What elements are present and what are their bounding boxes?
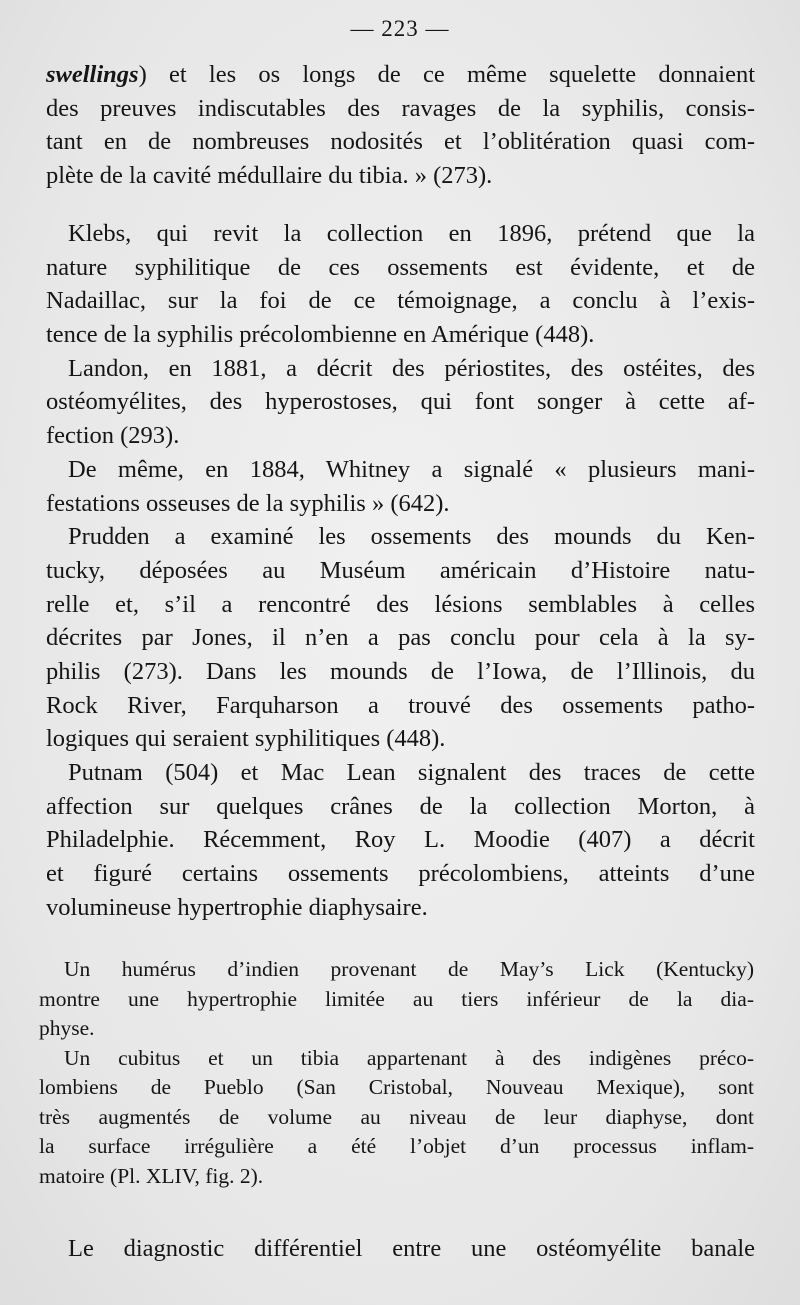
text-line: Un humérus d’indien provenant de May’s Lick (Kentucky) (64, 957, 754, 981)
text-line: De même, en 1884, Whitney a signalé « plusieurs mani- (68, 455, 755, 483)
text-line: logiques qui seraient syphilitiques (448). (46, 725, 446, 753)
page-number: — 223 — (350, 16, 450, 41)
text-line: Landon, en 1881, a décrit des périostites, des ostéites, des (68, 354, 755, 382)
paragraph-quote-end (46, 58, 755, 193)
text-line: Klebs, qui revit la collection en 1896, prétend que la (68, 220, 755, 247)
text-line: ostéomyélites, des hyperostoses, qui font songer à cette af- (46, 388, 755, 416)
paragraph-group-main (46, 217, 755, 924)
text-line: plète de la cavité médullaire du tibia. » (273). (46, 162, 493, 190)
text-line: des preuves indiscutables des ravages de la syphilis, consis- (46, 94, 755, 122)
text-line: fection (293). (46, 422, 180, 450)
text-line: montre une hypertrophie limitée au tiers inférieur de la dia- (39, 986, 754, 1011)
text-line (46, 58, 755, 92)
text-line: relle et, s’il a rencontré des lésions semblables à celles (46, 590, 755, 618)
text-fragment: ) et les os longs de ce même squelette donnaient (138, 61, 755, 88)
text-line: lombiens de Pueblo (San Cristobal, Nouveau Mexique), sont (39, 1075, 754, 1099)
specimen-notes (39, 955, 754, 1191)
text-line: volumineuse hypertrophie diaphysaire. (46, 893, 428, 921)
text-line: tucky, déposées au Muséum américain d’Histoire natu- (46, 556, 755, 584)
italic-word: swellings (46, 61, 139, 88)
text-line: affection sur quelques crânes de la collection Morton, à (46, 792, 755, 820)
paragraph-diagnostic (46, 1232, 755, 1266)
text-line: et figuré certains ossements précolombiens, atteints d’une (46, 860, 755, 888)
text-line: tence de la syphilis précolombienne en Amérique (448). (46, 321, 595, 349)
text-line: Rock River, Farquharson a trouvé des ossements patho- (46, 691, 755, 719)
text-line: physe. (39, 1016, 95, 1040)
text-line: décrites par Jones, il n’en a pas conclu pour cela à la sy- (46, 624, 755, 652)
text-line: festations osseuses de la syphilis » (642). (46, 489, 450, 517)
text-line: Nadaillac, sur la foi de ce témoignage, a conclu à l’exis- (46, 287, 755, 315)
text-line: tant en de nombreuses nodosités et l’oblitération quasi com- (46, 128, 755, 156)
text-line: Prudden a examiné les ossements des mounds du Ken- (68, 523, 755, 551)
text-line: très augmentés de volume au niveau de leur diaphyse, dont (39, 1104, 754, 1129)
text-line: Le diagnostic différentiel entre une ostéomyélite banale (68, 1235, 755, 1262)
text-line: Putnam (504) et Mac Lean signalent des traces de cette (68, 759, 755, 786)
text-line: matoire (Pl. XLIV, fig. 2). (39, 1163, 264, 1188)
text-line: Philadelphie. Récemment, Roy L. Moodie (407) a décrit (46, 826, 755, 854)
text-line: nature syphilitique de ces ossements est évidente, et de (46, 253, 755, 281)
text-line: philis (273). Dans les mounds de l’Iowa, de l’Illinois, du (46, 657, 755, 685)
text-line: Un cubitus et un tibia appartenant à des indigènes préco- (64, 1045, 754, 1070)
text-line: la surface irrégulière a été l’objet d’un processus inflam- (39, 1134, 754, 1158)
